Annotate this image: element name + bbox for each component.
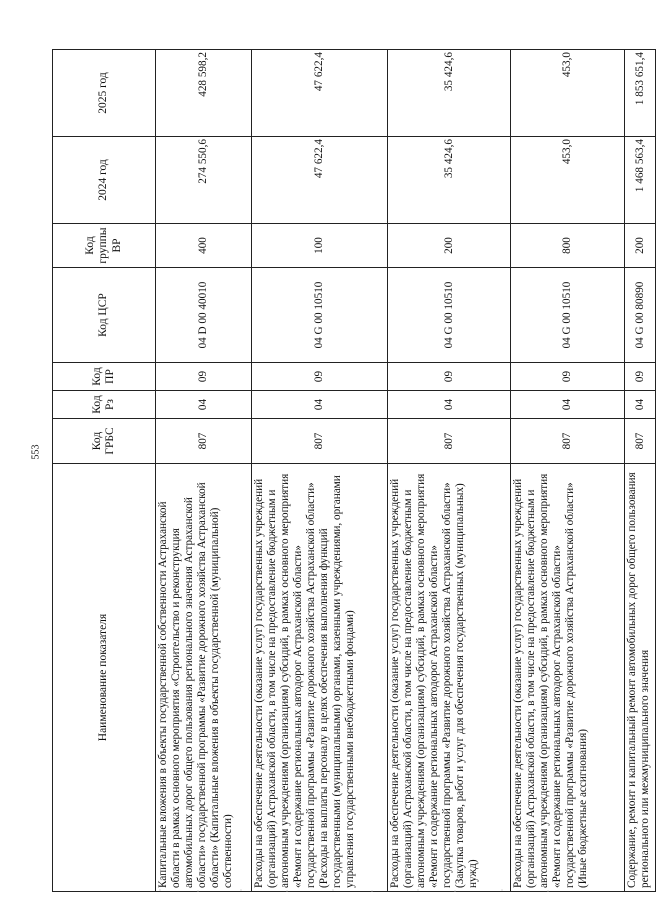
row-csr: 04 G 00 10510 (511, 268, 625, 363)
row-vr: 800 (511, 224, 625, 268)
row-grbs: 807 (388, 419, 511, 464)
row-2024: 47 622,4 (252, 137, 388, 224)
header-2024: 2024 год (53, 137, 156, 224)
row-rz: 04 (388, 391, 511, 419)
header-pr: Код ПР (53, 363, 156, 391)
row-2025: 428 598,2 (156, 50, 252, 137)
row-grbs: 807 (156, 419, 252, 464)
row-2024: 274 550,6 (156, 137, 252, 224)
row-csr: 04 G 00 10510 (388, 268, 511, 363)
row-vr: 100 (252, 224, 388, 268)
header-2025: 2025 год (53, 50, 156, 137)
row-name: Расходы на обеспечение деятельности (оказание услуг) государственных учреждений (организаций) Астраханской области, в том числе на предоставление бюджетным и автономным учреждениям (организациям) субсидий, в рамках основного мероприятия «Ремонт и содержание региональных автодорог Астраханской области» государственной программы «Развитие дорожного хозяйства Астраханской области» (Закупка товаров, работ и услуг для обеспечения государственных (муниципальных) нужд) (388, 464, 511, 892)
row-grbs: 807 (511, 419, 625, 464)
row-2025: 453,0 (511, 50, 625, 137)
row-2024: 453,0 (511, 137, 625, 224)
row-rz: 04 (511, 391, 625, 419)
row-grbs: 807 (625, 419, 656, 464)
page-number: 553 (30, 444, 42, 460)
header-row (53, 50, 156, 892)
header-rz: Код Рз (53, 391, 156, 419)
row-name: Расходы на обеспечение деятельности (оказание услуг) государственных учреждений (организаций) Астраханской области, в том числе на предоставление бюджетным и автономным учреждениям (организациям) субсидий, в рамках основного мероприятия «Ремонт и содержание региональных автодорог Астраханской области» государственной программы «Развитие дорожного хозяйства Астраханской области» (Расходы на выплаты персоналу в целях обеспечения выполнения функций государственными (муниципальными) органами, казенными учреждениями, органами управления государственными внебюджетными фондами) (252, 464, 388, 892)
row-grbs: 807 (252, 419, 388, 464)
row-csr: 04 G 00 80890 (625, 268, 656, 363)
row-name: Расходы на обеспечение деятельности (оказание услуг) государственных учреждений (организаций) Астраханской области, в том числе на предоставление бюджетным и автономным учреждениям (организациям) субсидий, в рамках основного мероприятия «Ремонт и содержание региональных автодорог Астраханской области» государственной программы «Развитие дорожного хозяйства Астраханской области» (Иные бюджетные ассигнования) (511, 464, 625, 892)
table-row (625, 50, 656, 892)
row-name: Содержание, ремонт и капитальный ремонт автомобильных дорог общего пользования регионального или межмуниципального значения (625, 464, 656, 892)
table-row (388, 50, 511, 892)
rotated-table-page (52, 50, 651, 892)
row-pr: 09 (156, 363, 252, 391)
row-pr: 09 (511, 363, 625, 391)
row-pr: 09 (252, 363, 388, 391)
row-vr: 400 (156, 224, 252, 268)
row-pr: 09 (388, 363, 511, 391)
header-csr: Код ЦСР (53, 268, 156, 363)
row-2024: 1 468 563,4 (625, 137, 656, 224)
row-csr: 04 G 00 10510 (252, 268, 388, 363)
row-2024: 35 424,6 (388, 137, 511, 224)
row-rz: 04 (252, 391, 388, 419)
row-pr: 09 (625, 363, 656, 391)
table-row (252, 50, 388, 892)
row-name: Капитальные вложения в объекты государственной собственности Астраханской области в рамках основного мероприятия «Строительство и реконструкция автомобильных дорог общего пользования регионального значения Астраханской области» государственной программы «Развитие дорожного хозяйства Астраханской области» (Капитальные вложения в объекты государственной (муниципальной) собственности) (156, 464, 252, 892)
header-name: Наименование показателя (53, 464, 156, 892)
row-2025: 1 853 651,4 (625, 50, 656, 137)
row-vr: 200 (625, 224, 656, 268)
row-rz: 04 (625, 391, 656, 419)
header-vr: Код группы ВР (53, 224, 156, 268)
scan-artifact-dots (0, 886, 640, 896)
table-row (511, 50, 625, 892)
row-2025: 35 424,6 (388, 50, 511, 137)
row-vr: 200 (388, 224, 511, 268)
row-2025: 47 622,4 (252, 50, 388, 137)
budget-table (52, 49, 656, 892)
row-csr: 04 D 00 40010 (156, 268, 252, 363)
header-grbs: Код ГРБС (53, 419, 156, 464)
row-rz: 04 (156, 391, 252, 419)
table-row (156, 50, 252, 892)
